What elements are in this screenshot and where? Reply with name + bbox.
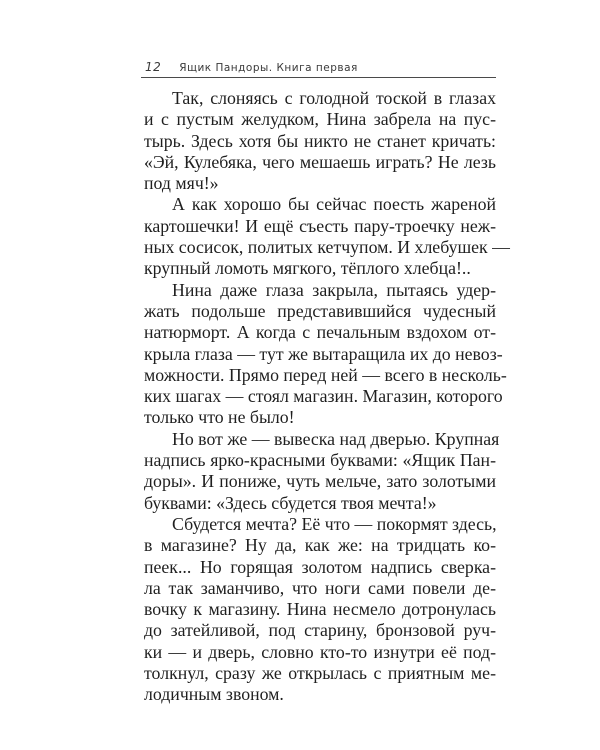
text-line: пеек... Но горящая золотом надпись сверка-: [144, 556, 496, 577]
text-line: ла так заманчиво, что ноги сами повели де-: [144, 577, 496, 598]
text-line: в магазине? Ну да, как же: на тридцать ко-: [144, 535, 496, 556]
text-line: крыла глаза — тут же вытаращила их до невоз-: [144, 343, 503, 364]
text-line: только что не было!: [144, 407, 295, 428]
text-line: под мяч!»: [144, 173, 219, 194]
text-line: ных сосисок, политых кетчупом. И хлебушек —: [144, 237, 510, 258]
text-line: натюрморт. А когда с печальным вздохом от-: [144, 322, 496, 343]
text-line: лодичным звоном.: [144, 684, 284, 705]
text-line: доры». И пониже, чуть мельче, зато золотыми: [144, 471, 496, 492]
text-line: крупный ломоть мягкого, тёплого хлебца!..: [144, 258, 471, 279]
text-line: А как хорошо бы сейчас поесть жареной: [172, 194, 496, 215]
running-header: [145, 60, 493, 78]
text-line: и с пустым желудком, Нина забрела на пус-: [144, 109, 496, 130]
text-line: тырь. Здесь хотя бы никто не станет кричать:: [144, 130, 496, 151]
body-text: [144, 88, 510, 706]
text-line: ких шагах — стоял магазин. Магазин, которого: [144, 386, 503, 407]
text-line: жать подольше представившийся чудесный: [144, 300, 496, 321]
running-title: Ящик Пандоры. Книга первая: [179, 62, 358, 74]
text-line: можности. Прямо перед ней — всего в несколь-: [144, 364, 507, 385]
text-line: Так, слоняясь с голодной тоской в глазах: [172, 88, 496, 108]
text-line: «Эй, Кулебяка, чего мешаешь играть? Не лезь: [144, 151, 496, 172]
text-line: надпись ярко-красными буквами: «Ящик Пан-: [144, 450, 496, 471]
text-line: толкнул, сразу же открылась с приятным ме-: [144, 663, 496, 684]
text-line: до затейливой, под старину, бронзовой руч-: [144, 620, 496, 641]
text-line: вочку к магазину. Нина несмело дотронулась: [144, 599, 496, 620]
text-line: Нина даже глаза закрыла, пытаясь удер-: [172, 279, 496, 300]
text-line: картошечки! И ещё съесть пару-троечку неж-: [144, 215, 496, 236]
text-line: Сбудется мечта? Её что — покормят здесь,: [172, 513, 497, 534]
text-line: Но вот же — вывеска над дверью. Крупная: [172, 428, 500, 449]
text-line: буквами: «Здесь сбудется твоя мечта!»: [144, 492, 437, 513]
header-rule: [141, 77, 496, 78]
page-number: 12: [145, 60, 162, 74]
text-line: ки — и дверь, словно кто-то изнутри её под-: [144, 641, 496, 662]
